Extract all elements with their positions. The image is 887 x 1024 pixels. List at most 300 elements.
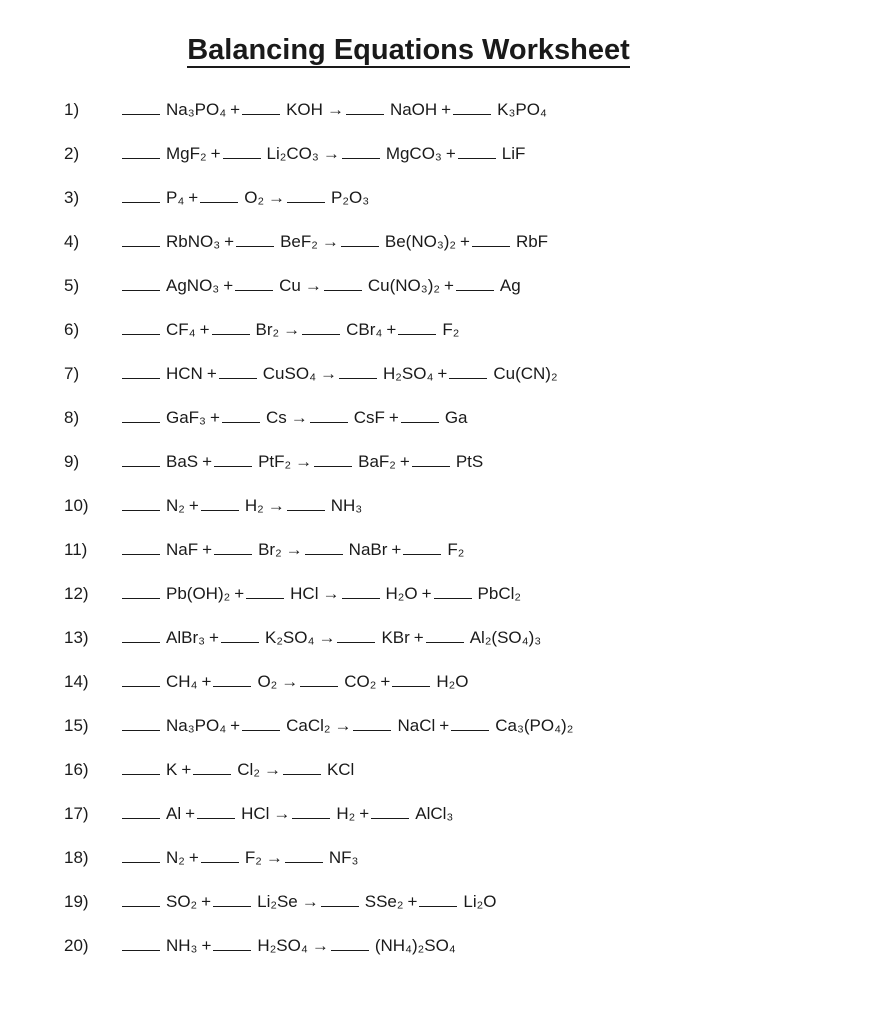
equation-number: 5)	[64, 276, 80, 295]
coefficient-blank[interactable]	[434, 597, 472, 599]
equation-term	[342, 144, 458, 164]
reaction-arrow-icon: →	[295, 452, 313, 471]
plus-sign: +	[223, 276, 234, 295]
reaction-arrow-icon: →	[321, 232, 339, 251]
equation-term	[324, 276, 456, 296]
equation-term	[449, 364, 561, 384]
plus-sign: +	[210, 408, 220, 427]
reaction-arrow-icon: →	[320, 364, 338, 383]
equation-term	[314, 452, 412, 472]
equation-term	[302, 320, 398, 340]
equation-number: 7)	[64, 364, 80, 383]
coefficient-blank[interactable]	[122, 333, 160, 335]
coefficient-blank[interactable]	[401, 421, 439, 423]
coefficient-blank[interactable]	[213, 949, 251, 951]
chemical-formula: CuSO₄	[262, 364, 317, 383]
coefficient-blank[interactable]	[122, 289, 160, 291]
chemical-formula: GaF₃	[166, 408, 206, 427]
coefficient-blank[interactable]	[419, 905, 457, 907]
equation-terms	[122, 936, 460, 956]
equation-number: 9)	[64, 452, 80, 471]
chemical-formula: F₂	[447, 540, 465, 559]
plus-sign: +	[359, 804, 370, 823]
equation-number: 17)	[64, 804, 89, 823]
plus-sign: +	[230, 716, 241, 735]
equation-terms	[122, 540, 468, 560]
equation-number: 3)	[64, 188, 80, 207]
chemical-formula: H₂	[336, 804, 356, 823]
coefficient-blank[interactable]	[398, 333, 436, 335]
coefficient-blank[interactable]	[214, 553, 252, 555]
chemical-formula: N₂	[166, 848, 185, 867]
plus-sign: +	[185, 804, 196, 823]
chemical-formula: CO₂	[344, 672, 377, 691]
chemical-formula: AlBr₃	[166, 628, 206, 647]
chemical-formula: NF₃	[328, 848, 359, 867]
chemical-formula: Na₃PO₄	[166, 100, 227, 119]
equation-number: 11)	[64, 540, 88, 559]
equation-term	[200, 188, 287, 208]
equation-term	[434, 584, 525, 604]
chemical-formula: Al	[166, 804, 182, 823]
coefficient-blank[interactable]	[426, 641, 464, 643]
coefficient-blank[interactable]	[342, 597, 380, 599]
coefficient-blank[interactable]	[122, 245, 160, 247]
chemical-formula: (NH₄)₂SO₄	[374, 936, 456, 955]
chemical-formula: MgCO₃	[385, 144, 442, 163]
equation-term	[122, 496, 201, 516]
coefficient-blank[interactable]	[213, 685, 251, 687]
equation-term	[122, 716, 242, 736]
chemical-formula: SO₂	[166, 892, 198, 911]
reaction-arrow-icon: →	[265, 848, 283, 867]
coefficient-blank[interactable]	[246, 597, 284, 599]
chemical-formula: NH₃	[330, 496, 363, 515]
coefficient-blank[interactable]	[122, 377, 160, 379]
chemical-formula: KBr	[381, 628, 410, 647]
equation-term	[122, 540, 214, 560]
equation-terms	[122, 408, 472, 428]
coefficient-blank[interactable]	[403, 553, 441, 555]
coefficient-blank[interactable]	[242, 729, 280, 731]
plus-sign: +	[413, 628, 424, 647]
equation-term	[287, 496, 366, 516]
coefficient-blank[interactable]	[353, 729, 391, 731]
coefficient-blank[interactable]	[201, 861, 239, 863]
plus-sign: +	[388, 408, 399, 427]
equation-number: 18)	[64, 848, 89, 867]
equation-term	[213, 892, 321, 912]
coefficient-blank[interactable]	[200, 201, 238, 203]
equation-number: 16)	[64, 760, 89, 779]
equation-term	[122, 188, 200, 208]
equation-term	[222, 408, 310, 428]
chemical-formula: Br₂	[258, 540, 282, 559]
reaction-arrow-icon: →	[285, 540, 303, 559]
equation-terms	[122, 716, 577, 736]
chemical-formula: RbNO₃	[166, 232, 221, 251]
chemical-formula: PtF₂	[258, 452, 292, 471]
plus-sign: +	[201, 936, 212, 955]
chemical-formula: Na₃PO₄	[166, 716, 227, 735]
equation-term	[223, 144, 342, 164]
equation-term	[122, 760, 193, 780]
chemical-formula: SSe₂	[364, 892, 404, 911]
coefficient-blank[interactable]	[122, 773, 160, 775]
coefficient-blank[interactable]	[122, 729, 160, 731]
chemical-formula: Cs	[265, 408, 287, 427]
equation-row	[0, 310, 887, 354]
chemical-formula: Cl₂	[237, 760, 260, 779]
coefficient-blank[interactable]	[392, 685, 430, 687]
equation-number: 2)	[64, 144, 80, 163]
coefficient-blank[interactable]	[331, 949, 369, 951]
equation-row	[0, 838, 887, 882]
equation-terms	[122, 100, 551, 120]
coefficient-blank[interactable]	[242, 113, 280, 115]
chemical-formula: NaF	[166, 540, 199, 559]
equation-row	[0, 662, 887, 706]
coefficient-blank[interactable]	[193, 773, 231, 775]
reaction-arrow-icon: →	[322, 144, 340, 163]
chemical-formula: CBr₄	[346, 320, 383, 339]
equation-term	[285, 848, 363, 868]
reaction-arrow-icon: →	[283, 320, 301, 339]
chemical-formula: BaS	[166, 452, 199, 471]
equation-term	[122, 804, 197, 824]
equation-term	[403, 540, 468, 560]
coefficient-blank[interactable]	[456, 289, 494, 291]
equation-row	[0, 134, 887, 178]
chemical-formula: KOH	[286, 100, 323, 119]
reaction-arrow-icon: →	[318, 628, 336, 647]
chemical-formula: H₂O	[436, 672, 469, 691]
coefficient-blank[interactable]	[458, 157, 496, 159]
coefficient-blank[interactable]	[122, 201, 160, 203]
coefficient-blank[interactable]	[197, 817, 235, 819]
equation-number: 4)	[64, 232, 80, 251]
chemical-formula: Ag	[499, 276, 521, 295]
plus-sign: +	[386, 320, 397, 339]
coefficient-blank[interactable]	[451, 729, 489, 731]
equation-term	[300, 672, 392, 692]
plus-sign: +	[439, 716, 450, 735]
equation-term	[219, 364, 339, 384]
equation-term	[214, 540, 305, 560]
equation-terms	[122, 320, 463, 340]
equation-terms	[122, 804, 457, 824]
chemical-formula: K	[166, 760, 178, 779]
reaction-arrow-icon: →	[304, 276, 322, 295]
equation-row	[0, 926, 887, 970]
equation-terms	[122, 232, 552, 252]
plus-sign: +	[441, 100, 452, 119]
equation-row	[0, 486, 887, 530]
chemical-formula: Cu(NO₃)₂	[367, 276, 440, 295]
equation-term	[235, 276, 324, 296]
equation-term	[292, 804, 371, 824]
equation-terms	[122, 628, 545, 648]
equation-term	[342, 584, 434, 604]
equation-row	[0, 750, 887, 794]
chemical-formula: CsF	[353, 408, 385, 427]
plus-sign: +	[421, 584, 432, 603]
coefficient-blank[interactable]	[201, 509, 239, 511]
equation-term	[214, 452, 314, 472]
coefficient-blank[interactable]	[219, 377, 257, 379]
coefficient-blank[interactable]	[292, 817, 330, 819]
chemical-formula: Cu	[279, 276, 301, 295]
coefficient-blank[interactable]	[122, 817, 160, 819]
reaction-arrow-icon: →	[281, 672, 299, 691]
chemical-formula: CF₄	[166, 320, 196, 339]
coefficient-blank[interactable]	[287, 201, 325, 203]
coefficient-blank[interactable]	[285, 861, 323, 863]
equation-row	[0, 90, 887, 134]
plus-sign: +	[230, 100, 241, 119]
coefficient-blank[interactable]	[337, 641, 375, 643]
plus-sign: +	[181, 760, 192, 779]
reaction-arrow-icon: →	[290, 408, 308, 427]
equation-term	[122, 408, 222, 428]
chemical-formula: P₂O₃	[331, 188, 370, 207]
chemical-formula: NaOH	[389, 100, 438, 119]
coefficient-blank[interactable]	[214, 465, 252, 467]
equation-number: 13)	[64, 628, 89, 647]
equation-number: 15)	[64, 716, 89, 735]
reaction-arrow-icon: →	[268, 188, 286, 207]
equation-terms	[122, 276, 525, 296]
equation-term	[221, 628, 337, 648]
equation-row	[0, 266, 887, 310]
equation-terms	[122, 584, 525, 604]
equation-row	[0, 530, 887, 574]
chemical-formula: CH₄	[166, 672, 198, 691]
equation-term	[122, 848, 201, 868]
coefficient-blank[interactable]	[122, 641, 160, 643]
equation-number: 6)	[64, 320, 80, 339]
equation-row	[0, 222, 887, 266]
equation-term	[456, 276, 525, 296]
equation-term	[392, 672, 472, 692]
chemical-formula: H₂O	[385, 584, 418, 603]
chemical-formula: AgNO₃	[166, 276, 220, 295]
plus-sign: +	[445, 144, 456, 163]
plus-sign: +	[437, 364, 448, 383]
coefficient-blank[interactable]	[302, 333, 340, 335]
equation-number: 8)	[64, 408, 80, 427]
equation-terms	[122, 892, 500, 912]
chemical-formula: Ca₃(PO₄)₂	[495, 716, 574, 735]
title-text: Balancing Equations Worksheet	[187, 34, 630, 66]
plus-sign: +	[443, 276, 454, 295]
coefficient-blank[interactable]	[221, 641, 259, 643]
coefficient-blank[interactable]	[236, 245, 274, 247]
coefficient-blank[interactable]	[283, 773, 321, 775]
equation-term	[122, 144, 223, 164]
equation-number: 10)	[64, 496, 89, 515]
coefficient-blank[interactable]	[122, 861, 160, 863]
chemical-formula: RbF	[515, 232, 549, 251]
reaction-arrow-icon: →	[334, 716, 352, 735]
chemical-formula: H₂SO₄	[383, 364, 434, 383]
equation-term	[401, 408, 472, 428]
chemical-formula: HCl	[241, 804, 270, 823]
equation-term	[451, 716, 577, 736]
chemical-formula: BaF₂	[358, 452, 396, 471]
chemical-formula: BeF₂	[280, 232, 318, 251]
equation-term	[353, 716, 451, 736]
equation-term	[246, 584, 341, 604]
coefficient-blank[interactable]	[371, 817, 409, 819]
coefficient-blank[interactable]	[122, 553, 160, 555]
chemical-formula: P₄	[166, 188, 185, 207]
equation-row	[0, 574, 887, 618]
equation-term	[213, 672, 300, 692]
equation-number: 1)	[64, 100, 80, 119]
coefficient-blank[interactable]	[300, 685, 338, 687]
equation-term	[122, 100, 242, 120]
equation-term	[287, 188, 373, 208]
coefficient-blank[interactable]	[122, 421, 160, 423]
coefficient-blank[interactable]	[305, 553, 343, 555]
coefficient-blank[interactable]	[235, 289, 273, 291]
coefficient-blank[interactable]	[122, 157, 160, 159]
chemical-formula: Li₂Se	[257, 892, 298, 911]
plus-sign: +	[199, 320, 210, 339]
chemical-formula: Pb(OH)₂	[166, 584, 231, 603]
equation-term	[305, 540, 404, 560]
coefficient-blank[interactable]	[449, 377, 487, 379]
equation-term	[472, 232, 552, 252]
equation-terms	[122, 364, 562, 384]
equation-term	[339, 364, 449, 384]
chemical-formula: Br₂	[255, 320, 280, 339]
equation-term	[201, 496, 287, 516]
equation-term	[321, 892, 420, 912]
chemical-formula: F₂	[442, 320, 460, 339]
coefficient-blank[interactable]	[342, 157, 380, 159]
chemical-formula: NaCl	[397, 716, 436, 735]
equation-term	[122, 936, 213, 956]
plus-sign: +	[206, 364, 217, 383]
plus-sign: +	[209, 628, 219, 647]
equation-term	[453, 100, 551, 120]
reaction-arrow-icon: →	[267, 496, 285, 515]
coefficient-blank[interactable]	[453, 113, 491, 115]
chemical-formula: N₂	[166, 496, 185, 515]
equation-term	[197, 804, 292, 824]
equation-terms	[122, 496, 366, 516]
equation-term	[419, 892, 500, 912]
coefficient-blank[interactable]	[287, 509, 325, 511]
coefficient-blank[interactable]	[122, 509, 160, 511]
chemical-formula: K₃PO₄	[497, 100, 547, 119]
chemical-formula: Cu(CN)₂	[493, 364, 558, 383]
equation-term	[310, 408, 401, 428]
reaction-arrow-icon: →	[322, 584, 340, 603]
equation-row	[0, 882, 887, 926]
equation-term	[283, 760, 358, 780]
chemical-formula: Al₂(SO₄)₃	[469, 628, 542, 647]
plus-sign: +	[380, 672, 391, 691]
plus-sign: +	[201, 672, 212, 691]
coefficient-blank[interactable]	[213, 905, 251, 907]
equation-term	[412, 452, 487, 472]
equation-term	[346, 100, 453, 120]
coefficient-blank[interactable]	[122, 113, 160, 115]
plus-sign: +	[188, 848, 199, 867]
coefficient-blank[interactable]	[122, 597, 160, 599]
coefficient-blank[interactable]	[223, 157, 261, 159]
equation-terms	[122, 672, 472, 692]
coefficient-blank[interactable]	[212, 333, 250, 335]
plus-sign: +	[188, 188, 199, 207]
chemical-formula: O₂	[244, 188, 265, 207]
equation-list	[0, 90, 887, 970]
coefficient-blank[interactable]	[122, 905, 160, 907]
equation-row	[0, 178, 887, 222]
coefficient-blank[interactable]	[346, 113, 384, 115]
reaction-arrow-icon: →	[273, 804, 291, 823]
plus-sign: +	[202, 540, 213, 559]
coefficient-blank[interactable]	[314, 465, 352, 467]
chemical-formula: H₂SO₄	[257, 936, 308, 955]
chemical-formula: HCl	[290, 584, 319, 603]
equation-row	[0, 442, 887, 486]
equation-term	[236, 232, 341, 252]
plus-sign: +	[201, 892, 212, 911]
coefficient-blank[interactable]	[122, 949, 160, 951]
reaction-arrow-icon: →	[311, 936, 329, 955]
chemical-formula: NH₃	[166, 936, 198, 955]
coefficient-blank[interactable]	[310, 421, 348, 423]
equation-term	[122, 892, 213, 912]
coefficient-blank[interactable]	[472, 245, 510, 247]
chemical-formula: LiF	[501, 144, 526, 163]
equation-term	[122, 364, 219, 384]
chemical-formula: O₂	[257, 672, 278, 691]
equation-terms	[122, 848, 362, 868]
chemical-formula: Li₂CO₃	[266, 144, 319, 163]
plus-sign: +	[224, 232, 235, 251]
equation-term	[212, 320, 303, 340]
coefficient-blank[interactable]	[321, 905, 359, 907]
coefficient-blank[interactable]	[341, 245, 379, 247]
chemical-formula: H₂	[244, 496, 264, 515]
equation-term	[122, 584, 246, 604]
equation-term	[458, 144, 530, 164]
equation-term	[331, 936, 460, 956]
plus-sign: +	[210, 144, 221, 163]
coefficient-blank[interactable]	[222, 421, 260, 423]
coefficient-blank[interactable]	[339, 377, 377, 379]
plus-sign: +	[188, 496, 199, 515]
coefficient-blank[interactable]	[324, 289, 362, 291]
chemical-formula: KCl	[326, 760, 355, 779]
equation-row	[0, 618, 887, 662]
chemical-formula: AlCl₃	[415, 804, 454, 823]
coefficient-blank[interactable]	[122, 685, 160, 687]
equation-term	[213, 936, 330, 956]
equation-term	[193, 760, 283, 780]
equation-term	[122, 672, 213, 692]
chemical-formula: CaCl₂	[286, 716, 331, 735]
equation-term	[242, 716, 353, 736]
coefficient-blank[interactable]	[412, 465, 450, 467]
equation-term	[426, 628, 545, 648]
coefficient-blank[interactable]	[122, 465, 160, 467]
